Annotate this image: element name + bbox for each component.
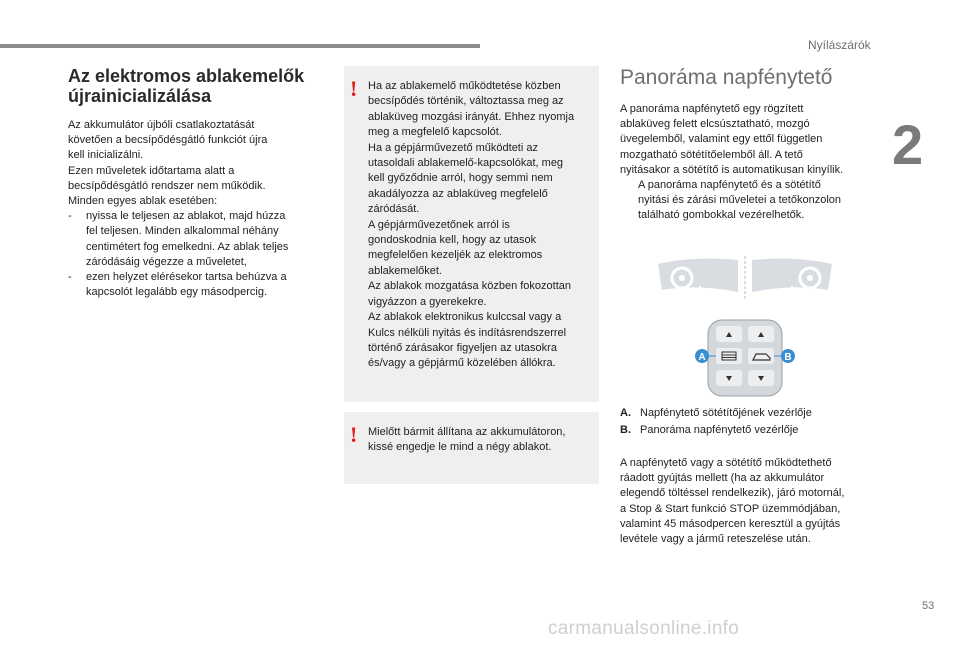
text-line: üvegelemből, valamint egy ettől független [620, 133, 823, 146]
text-line: Ha az ablakemelő működtetése közben [368, 80, 561, 92]
text-line: ablakemelőket. [368, 264, 442, 277]
text-line: mozgatható sötétítőelemből áll. A tető [620, 148, 803, 161]
text-line: centimétert fog emelkedni. Az ablak teljes [86, 240, 289, 253]
dashboard-view [652, 254, 838, 306]
warning-box-battery [344, 412, 599, 484]
text-line: Az ablakok mozgatása közben fokozottan [368, 280, 572, 293]
chapter-number: 2 [892, 113, 924, 176]
reinit-steps [68, 209, 330, 300]
text-line: A panoráma napfénytető egy rögzített [620, 103, 804, 115]
text-line: Az akkumulátor újbóli csatlakoztatását [68, 119, 255, 131]
reinit-section [68, 66, 330, 300]
warning-text [368, 425, 592, 456]
legend-key: B. [620, 424, 631, 436]
text-line: utasoldali ablakemelő-kapcsolókat, meg [368, 157, 564, 170]
warning-text [368, 79, 592, 372]
sunroof-controls-figure [652, 252, 838, 404]
operation-conditions-paragraph [620, 456, 870, 547]
text-line: kapcsolót legalább egy másodpercig. [86, 286, 268, 299]
text-line: akadályozza az ablaküveg megfelelő [368, 187, 548, 200]
watermark: carmanualsonline.info [548, 618, 740, 639]
text-line: Minden egyes ablak esetében: [68, 195, 218, 208]
sunroof-paragraph [620, 102, 870, 178]
legend-text: Napfénytető sötétítőjének vezérlője [640, 407, 812, 419]
text-line: A panoráma napfénytető és a sötétítő [638, 179, 821, 192]
text-line: fel teljesen. Minden alkalommal néhány [86, 225, 279, 238]
text-line: megfelelően kezeljék az elektromos [368, 249, 543, 262]
text-line: A napfénytető vagy a sötétítő működtethető [620, 457, 832, 469]
legend-text: Panoráma napfénytető vezérlője [640, 424, 799, 436]
legend-row [620, 405, 870, 422]
text-line: elegendő töltéssel rendelkezik), járó motornál, [620, 487, 845, 500]
figure-legend [620, 405, 870, 439]
text-line: meg a megfelelő kapcsolót. [368, 126, 502, 139]
text-line: Mielőtt bármit állítana az akkumulátoron, [368, 426, 566, 438]
text-line: vigyázzon a gyerekekre. [368, 295, 487, 308]
text-line: ezen helyzet elérésekor tartsa behúzva a [86, 271, 287, 284]
dash-marker: - [68, 210, 72, 223]
page-number: 53 [922, 600, 935, 612]
section-label: Nyílászárók [808, 38, 871, 52]
text-line: Kulcs nélküli nyitás és indításrendszerrel [368, 326, 567, 339]
legend-key: A. [620, 407, 631, 419]
text-line: A gépjárművezetőnek arról is [368, 218, 510, 231]
text-line: becsípődésgátló rendszer nem működik. [68, 179, 266, 192]
text-line: és/vagy a gépjármű közelében állókra. [368, 357, 556, 370]
text-line: záródásáig végezze a műveletet, [86, 255, 247, 268]
text-line: becsípődés történik, változtassa meg az [368, 95, 564, 108]
sunroof-section [620, 66, 870, 224]
list-item [68, 209, 330, 270]
warning-box [344, 66, 599, 402]
warning-icon: ! [350, 422, 358, 447]
text-line: Ha a gépjárművezető működteti az [368, 141, 538, 154]
text-line: történő zárásakor figyeljen az utasokra [368, 341, 557, 354]
text-line: ablaküveg felett elcsúsztatható, mozgó [620, 118, 810, 131]
text-line: ráadott gyújtás mellett (ha az akkumulátor [620, 472, 825, 485]
text-line: a Stop & Start funkció STOP üzemmódjában, [620, 502, 841, 515]
reinit-paragraph [68, 118, 330, 209]
text-line: Ezen műveletek időtartama alatt a [68, 164, 235, 177]
text-line: kell inicializálni. [68, 149, 144, 162]
text-line: záródását. [368, 203, 420, 216]
roof-control-panel [708, 320, 782, 396]
legend-row [620, 422, 870, 439]
dash-marker: - [68, 271, 72, 284]
sunroof-title: Panoráma napfénytető [620, 66, 833, 89]
text-line: kell győződnie arról, hogy semmi nem [368, 172, 553, 185]
warning-icon: ! [350, 76, 358, 101]
roof-console-illustration [652, 252, 838, 404]
text-line: kissé engedje le mind a négy ablakot. [368, 441, 552, 454]
text-line: követően a becsípődésgátló funkciót újra [68, 134, 268, 147]
text-line: nyitásakor a sötétítő is automatikusan kinyílik. [620, 163, 844, 176]
reinit-title: Az elektromos ablakemelők újrainicializálása [68, 66, 305, 106]
text-line: levétele vagy a jármű reteszelése után. [620, 533, 811, 546]
text-line: ablaküveg mozgási irányát. Ehhez nyomja [368, 110, 575, 123]
text-line: nyissa le teljesen az ablakot, majd húzza [86, 210, 286, 223]
header-rule [0, 44, 480, 48]
text-line: gondoskodnia kell, hogy az utasok [368, 234, 537, 247]
text-line: nyitási és zárási műveletei a tetőkonzolon [638, 194, 841, 207]
text-line: található gombokkal vezérelhetők. [638, 209, 805, 222]
text-line: Az ablakok elektronikus kulccsal vagy a [368, 311, 562, 324]
bullet-item [620, 178, 870, 224]
list-item [68, 270, 330, 300]
text-line: valamint 45 másodpercen keresztül a gyújtás [620, 517, 841, 530]
label-b-text: B [784, 352, 792, 363]
label-a-text: A [698, 352, 706, 363]
